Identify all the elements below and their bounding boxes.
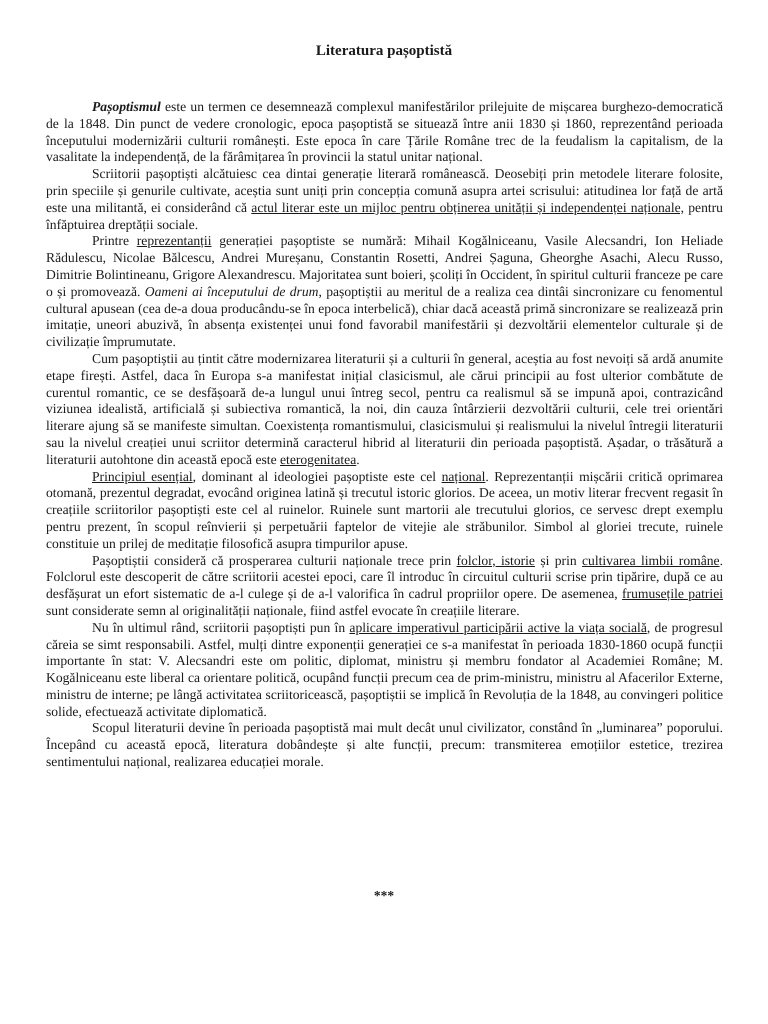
paragraph-culture bbox=[46, 553, 723, 620]
paragraph-text: Nu în ultimul rând, scriitorii pașoptiști pun în bbox=[92, 619, 350, 635]
paragraph-text: Printre bbox=[92, 233, 137, 249]
paragraph-text: Cum pașoptiștii au țintit către modernizarea literaturii și a culturii în general, aceștia au fost nevoiți să ardă anumite etape firești. Astfel, daca în Europa s-a manifestat inițial clasicismul, ale cărui principii au fost ulterior combătute de curentul romantic, ce se desfășoară de-a lungul unui întreg secol, pentru ca realismul să se impună apoi, contrazicând viziunea idealistă, artificială și subiectiva romantică, la noi, din cauza întârzierii dezvoltării culturii, cele trei orientări literare ajung să se manifeste simultan. Coexistența romantismului, clasicismului și realismului la nivelul întregii literaturii sau la nivelul creației unui scriitor determină caracterul hibrid al literaturii din perioada pașoptistă. Așadar, o trăsătură a literaturii autohtone din această epocă este bbox=[46, 350, 723, 467]
paragraph-text: generației pașoptiste se numără: Mihail Kogălniceanu, Vasile Alecsandri, Ion Heliade Rădulescu, Nicolae Bălcescu, Andrei Mureșanu, Constantin Rosetti, Andrei Șaguna, Gheorghe Asachi, Alecu Russo, Dimitrie Bolintineanu, Grigore Alexandrescu. Majoritatea sunt boieri, școliți în Occident, în spiritul culturii franceze pe care o și promovează. bbox=[46, 233, 723, 299]
paragraph-representatives bbox=[46, 233, 723, 351]
paragraph-text: sunt considerate semn al originalității naționale, fiind astfel evocate în creațiile literare. bbox=[46, 602, 520, 618]
underlined-phrase: folclor, istorie bbox=[456, 552, 535, 568]
paragraph-social-role bbox=[46, 620, 723, 721]
paragraph-definition bbox=[46, 99, 723, 166]
paragraph-text: pentru înfăptuirea dreptății sociale. bbox=[46, 199, 723, 232]
paragraph-text: , dominant al ideologiei pașoptiste este cel bbox=[192, 468, 442, 484]
underlined-phrase: frumusețile patriei bbox=[622, 586, 724, 602]
underlined-phrase: reprezentanții bbox=[136, 233, 212, 249]
paragraph-text: este un termen ce desemnează complexul manifestărilor prilejuite de mișcarea burghezo-democratică de la 1848. Din punct de vedere cronologic, epoca pașoptistă se situează între anii 1830 și 1860, reprezentând perioada începutului modernizării culturii românești. Este epoca în care Țările Române trec de la feudalism la capitalism, de la vasalitate la independență, de la fărâmițarea în provincii la statul unitar național. bbox=[46, 99, 723, 165]
paragraph-text: și prin bbox=[534, 552, 583, 568]
paragraph-purpose bbox=[46, 720, 723, 770]
underlined-phrase: cultivarea limbii române bbox=[582, 552, 720, 568]
paragraph-generation bbox=[46, 166, 723, 233]
paragraph-text: Scopul literaturii devine în perioada pașoptistă mai mult decât unul civilizator, constând în „luminarea” poporului. Începând cu această epocă, literatura dobândește și alte funcții, precum: transmiterea emoțiilor estetice, trezirea sentimentului național, realizarea educației morale. bbox=[46, 720, 723, 770]
paragraph-text: , pașoptiștii au meritul de a realiza cea dintâi sincronizare cu fenomentul cultural apusean (cea de-a doua producându-se în epoca interbelică), chiar dacă această primă sincronizare se realizează prin imitație, uneori abuzivă, în absența existenței unui fond favorabil manifestării și dezvoltării elementelor culturale și de civilizație împrumutate. bbox=[46, 283, 724, 350]
paragraph-text: Pașoptiștii consideră că prosperarea culturii naționale trece prin bbox=[92, 552, 457, 568]
paragraph-national-principle bbox=[46, 469, 723, 553]
paragraph-text: Scriitorii pașoptiști alcătuiesc cea dintai generație literară românească. Deosebiți prin metodele literare folosite, prin speciile și genurile cultivate, aceștia sunt uniți prin concepția comună asupra artei scrisului: atitudinea lor față de artă este una militantă, ei considerând că bbox=[46, 166, 723, 215]
underlined-phrase: național bbox=[441, 468, 486, 484]
paragraph-text: . Folclorul este descoperit de către scriitorii acestei epoci, care îl introduc în circuitul culturii scrise prin tipărire, după ce au desfășurat un efort sistematic de a-l culege și de a-l valorifica în cadrul propriilor opere. De asemenea, bbox=[46, 552, 723, 602]
document-body bbox=[46, 99, 723, 771]
underlined-phrase: actul literar este un mijloc pentru obținerea unității și independenței naționale, bbox=[251, 199, 685, 215]
italic-phrase: Oameni ai începutului de drum bbox=[144, 283, 319, 299]
key-term: Pașoptismul bbox=[92, 99, 161, 114]
paragraph-text: . bbox=[356, 451, 360, 467]
section-separator: *** bbox=[373, 888, 395, 903]
underlined-phrase: eterogenitatea bbox=[280, 451, 357, 467]
document-title: Literatura pașoptistă bbox=[315, 43, 453, 59]
paragraph-modernization bbox=[46, 351, 723, 469]
paragraph-text: , de progresul căreia se simt responsabili. Astfel, mulți dintre exponenții generației ce s-a manifestat în perioada 1830-1860 ocupă funcții importante în stat: V. Alecsandri este om politic, diplomat, ministru și membru fondator al Academiei Române; M. Kogălniceanu este liberal ca orientare politică, ocupând funcții precum cea de prim-ministru, ministru al Afacerilor Externe, ministru de interne; pe lângă activitatea scriitoricească, pașoptiștii se implică în Revoluția de la 1848, au convingeri politice solide, efectuează activitate diplomatică. bbox=[46, 619, 723, 719]
underlined-phrase: aplicare imperativul participării active la viața socială bbox=[349, 619, 647, 635]
underlined-phrase: Principiul esențial bbox=[92, 468, 193, 484]
paragraph-text: . Reprezentanții mișcării critică oprimarea otomană, prezentul degradat, evocând originea latină și trecutul istoric glorios. De aceea, un motiv literar frecvent regasit în creațiile scriitorilor pașoptiști este cel al ruinelor. Ruinele sunt martorii ale trecutului glorios, ce servesc drept exemplu pentru prezent, în scopul reînvierii și perpetuării faptelor de vitejie ale străbunilor. Simbol al gloriei trecute, ruinele constituie un prilej de meditație filosofică asupra timpurilor apuse. bbox=[46, 468, 723, 551]
